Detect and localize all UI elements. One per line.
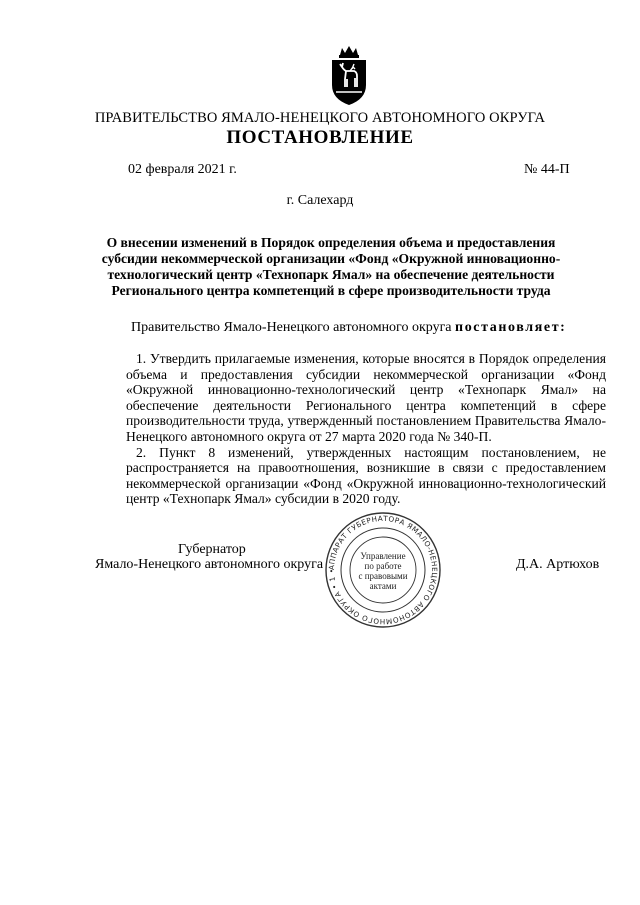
document-body [126,351,606,507]
document-title: О внесении изменений в Порядок определения объема и предоставления субсидии некоммерческой организации «Фонд «Окружной инновационно-технологический центр «Технопарк Ямал» на обеспечение деятельности Регионального центра компетенций в сфере производительности труда [101,235,561,298]
preamble [131,320,566,336]
government-name: ПРАВИТЕЛЬСТВО ЯМАЛО-НЕНЕЦКОГО АВТОНОМНОГО ОКРУГА [94,110,546,126]
document-number: № 44-П [524,162,570,177]
svg-text:актами: актами [369,581,397,591]
paragraph-1: 1. Утвердить прилагаемые изменения, которые вносятся в Порядок определения объема и предоставления субсидии некоммерческой организации «Фонд «Окружной инновационно-технологический центр «Технопарк Ямал» на обеспечение деятельности Регионального центра компетенций в сфере производительности труда, утвержденный постановлением Правительства Ямало-Ненецкого автономного округа от 27 марта 2020 года № 340-П. [126,351,606,444]
official-stamp [323,510,443,630]
preamble-keyword: постановляет: [455,320,567,335]
svg-text:с правовыми: с правовыми [358,571,408,581]
svg-text:по работе: по работе [364,561,402,571]
svg-text:Управление: Управление [360,551,406,561]
signatory-name: Д.А. Артюхов [516,557,600,572]
document-date: 02 февраля 2021 г. [128,162,237,177]
svg-text:АППАРАТ ГУБЕРНАТОРА ЯМАЛО-НЕНЕ: АППАРАТ ГУБЕРНАТОРА ЯМАЛО-НЕНЕЦКОГО АВТОНОМНОГО ОКРУГА • 1 • [326,513,440,627]
signatory-position-title: Губернатор [178,542,246,557]
preamble-text: Правительство Ямало-Ненецкого автономного округа [131,320,452,335]
document-type: ПОСТАНОВЛЕНИЕ [226,127,414,148]
document-city: г. Салехард [286,193,354,208]
paragraph-2: 2. Пункт 8 изменений, утвержденных настоящим постановлением, не распространяется на правоотношения, возникшие в связи с предоставлением некоммерческой организации «Фонд «Окружной инновационно-технологический центр «Технопарк Ямал» субсидии в 2020 году. [126,444,606,507]
coat-of-arms-emblem [328,45,370,109]
signatory-position-region: Ямало-Ненецкого автономного округа [95,557,324,572]
